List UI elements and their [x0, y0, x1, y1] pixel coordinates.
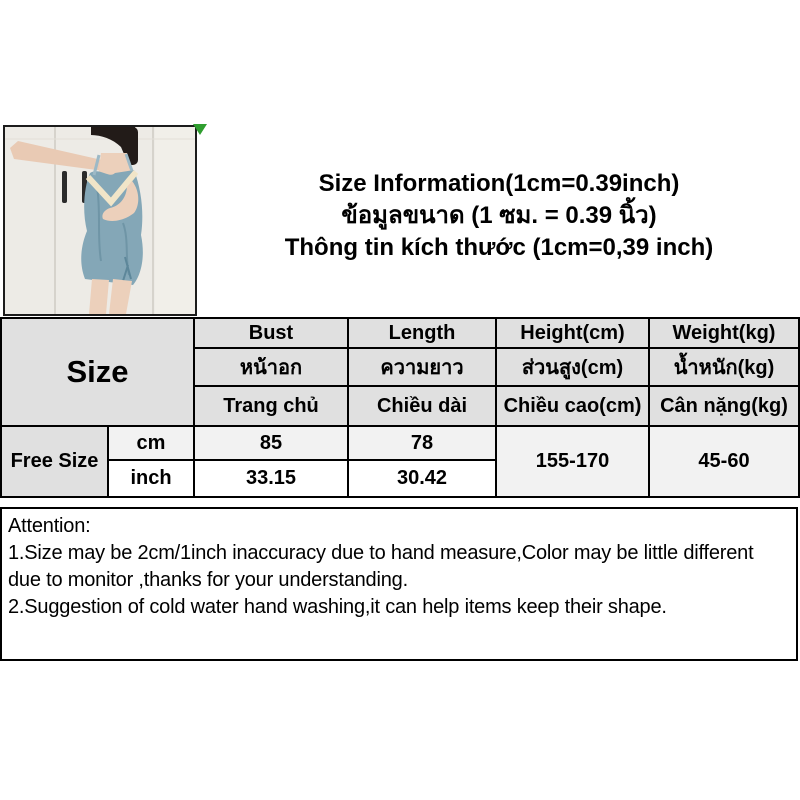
bust-inch-value: 33.15: [194, 460, 348, 497]
header-weight-vi: Cân nặng(kg): [649, 386, 799, 426]
attention-item-1: 1.Size may be 2cm/1inch inaccuracy due to hand measure,Color may be little different due to monitor ,thanks for your understanding.: [8, 542, 754, 591]
length-cm-value: 78: [348, 426, 496, 460]
model-photo-illustration: [5, 127, 195, 314]
attention-box: [0, 507, 798, 661]
bust-cm-value: 85: [194, 426, 348, 460]
title-line-vi: Thông tin kích thước (1cm=0,39 inch): [284, 234, 714, 261]
title-line-th: ข้อมูลขนาด (1 ซม. = 0.39 นิ้ว): [341, 202, 657, 229]
attention-item-2: 2.Suggestion of cold water hand washing,it can help items keep their shape.: [8, 596, 667, 618]
size-corner-cell: Size: [1, 318, 194, 426]
header-height-vi: Chiều cao(cm): [496, 386, 649, 426]
title-line-en: Size Information(1cm=0.39inch): [318, 170, 680, 197]
door-handle-icon: [62, 171, 67, 203]
unit-inch-label: inch: [108, 460, 194, 497]
weight-range-value: 45-60: [649, 426, 799, 497]
table-row-header-en: [1, 318, 799, 348]
header-weight-th: น้ำหนัก(kg): [649, 348, 799, 386]
attention-heading: Attention:: [8, 515, 91, 537]
header-bust-th: หน้าอก: [194, 348, 348, 386]
header-bust: Bust: [194, 318, 348, 348]
header-weight: Weight(kg): [649, 318, 799, 348]
green-corner-marker-icon: [193, 124, 207, 135]
header-length-vi: Chiều dài: [348, 386, 496, 426]
length-inch-value: 30.42: [348, 460, 496, 497]
height-range-value: 155-170: [496, 426, 649, 497]
header-length-th: ความยาว: [348, 348, 496, 386]
unit-cm-label: cm: [108, 426, 194, 460]
free-size-label: Free Size: [1, 426, 108, 497]
title-block: [200, 168, 798, 264]
header-height-th: ส่วนสูง(cm): [496, 348, 649, 386]
header-length: Length: [348, 318, 496, 348]
size-table: [0, 317, 800, 498]
table-row-cm: [1, 426, 799, 460]
header-height: Height(cm): [496, 318, 649, 348]
product-photo: [3, 125, 197, 316]
header-bust-vi: Trang chủ: [194, 386, 348, 426]
